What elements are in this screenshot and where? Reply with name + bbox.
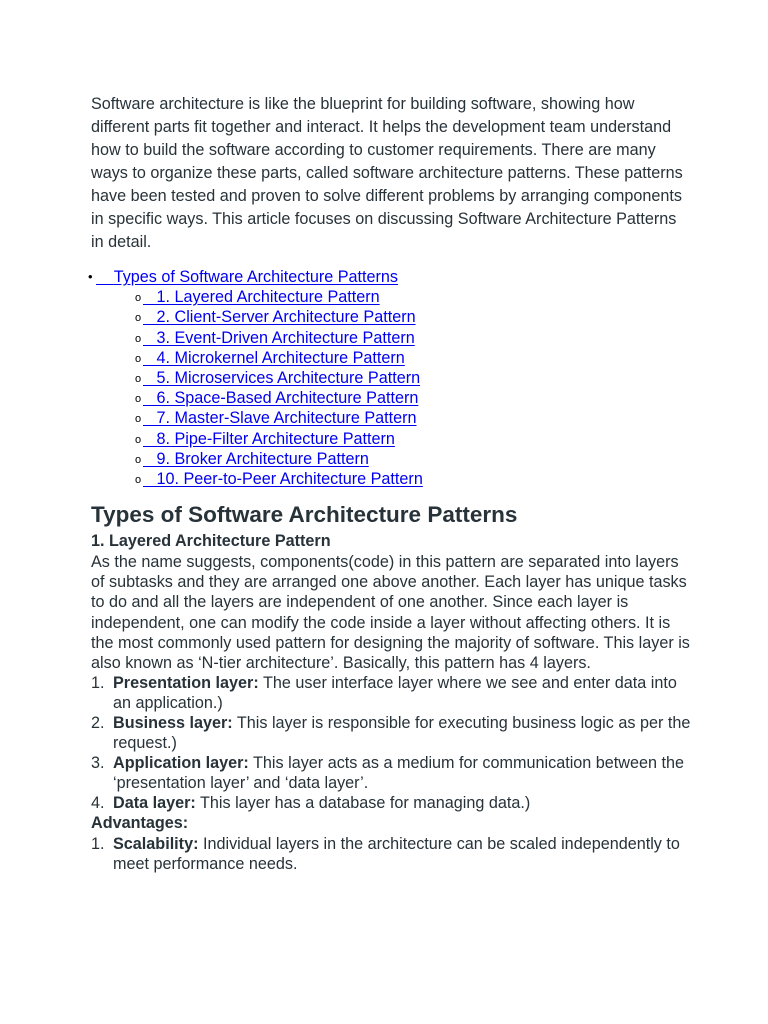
list-item <box>91 713 691 753</box>
toc-link-label: 6. Space-Based Architecture Pattern <box>156 389 419 408</box>
circle-bullet-icon: o <box>135 413 142 426</box>
toc-sublist <box>91 287 691 489</box>
list-number: 2. <box>91 713 105 732</box>
section-heading: Types of Software Architecture Patterns <box>91 502 518 528</box>
toc-link-broker[interactable] <box>143 450 369 468</box>
layer-term: Business layer: <box>113 713 233 732</box>
toc-link-client-server[interactable] <box>143 308 416 326</box>
list-item <box>91 834 691 874</box>
list-item <box>91 793 691 813</box>
circle-bullet-icon: o <box>135 292 142 305</box>
article <box>88 93 691 874</box>
list-number: 3. <box>91 754 105 773</box>
toc-item <box>91 429 691 449</box>
list-item <box>91 673 691 713</box>
toc-link-microservices[interactable] <box>143 369 420 387</box>
subsection-heading: 1. Layered Architecture Pattern <box>91 532 331 551</box>
toc-link-label: 5. Microservices Architecture Pattern <box>156 369 421 388</box>
layered-description: As the name suggests, components(code) in this pattern are separated into layers of subtasks and they are arranged one above another. Each layer has unique tasks to do and all the layers are independent of one another. Since each layer is independent, one can modify the code inside a layer without affecting others. It is the most commonly used pattern for designing the majority of software. This layer is also known as ‘N-tier architecture’. Basically, this pattern has 4 layers. <box>91 553 690 672</box>
toc-link-layered[interactable] <box>143 288 380 306</box>
advantages-heading: Advantages: <box>91 814 189 833</box>
table-of-contents <box>88 267 691 489</box>
toc-item <box>91 449 691 469</box>
list-number: 4. <box>91 794 105 813</box>
list-number: 1. <box>91 834 105 853</box>
layer-description: The user interface layer where we see and enter data into an application.) <box>113 673 677 712</box>
list-item <box>91 753 691 793</box>
toc-item <box>91 328 691 348</box>
layer-term: Application layer: <box>113 754 249 773</box>
circle-bullet-icon: o <box>135 332 142 345</box>
toc-link-label: Types of Software Architecture Patterns <box>113 268 399 286</box>
circle-bullet-icon: o <box>135 312 142 325</box>
toc-item <box>91 388 691 408</box>
toc-item <box>91 307 691 327</box>
toc-link-pipe-filter[interactable] <box>143 430 395 448</box>
toc-link-master-slave[interactable] <box>143 409 417 427</box>
circle-bullet-icon: o <box>135 433 142 446</box>
intro-paragraph: Software architecture is like the blueprint for building software, showing how different parts fit together and interact. It helps the development team understand how to build the software according to customer requirements. There are many ways to organize these parts, called software architecture patterns. These patterns have been tested and proven to solve different problems by arranging components in specific ways. This article focuses on discussing Software Architecture Patterns in detail. <box>91 95 683 251</box>
toc-link-label: 7. Master-Slave Architecture Pattern <box>156 409 417 428</box>
layer-term: Data layer: <box>113 794 196 813</box>
toc-item <box>91 368 691 388</box>
toc-link-types[interactable] <box>91 267 398 287</box>
toc-link-label: 9. Broker Architecture Pattern <box>156 449 369 468</box>
toc-top-item <box>88 267 691 489</box>
toc-item <box>91 469 691 489</box>
toc-link-label: 3. Event-Driven Architecture Pattern <box>156 328 415 347</box>
layer-description: This layer is responsible for executing business logic as per the request.) <box>113 713 691 753</box>
circle-bullet-icon: o <box>135 393 142 406</box>
toc-link-label: 2. Client-Server Architecture Pattern <box>156 308 416 327</box>
layer-description: This layer has a database for managing data.) <box>195 794 531 813</box>
advantage-term: Scalability: <box>113 834 199 853</box>
toc-item <box>91 287 691 307</box>
layers-list <box>91 673 691 814</box>
toc-item <box>91 408 691 428</box>
bullet-icon: • <box>88 269 93 284</box>
advantages-list <box>91 834 691 874</box>
toc-link-label: 4. Microkernel Architecture Pattern <box>156 348 405 367</box>
toc-item <box>91 348 691 368</box>
list-number: 1. <box>91 673 105 692</box>
circle-bullet-icon: o <box>135 453 142 466</box>
toc-link-microkernel[interactable] <box>143 349 405 367</box>
layer-term: Presentation layer: <box>113 673 259 692</box>
toc-link-event-driven[interactable] <box>143 329 415 347</box>
toc-link-label: 10. Peer-to-Peer Architecture Pattern <box>156 470 423 489</box>
toc-link-label: 8. Pipe-Filter Architecture Pattern <box>156 429 395 448</box>
circle-bullet-icon: o <box>135 352 142 365</box>
circle-bullet-icon: o <box>135 474 142 487</box>
toc-link-peer-to-peer[interactable] <box>143 470 423 488</box>
toc-link-space-based[interactable] <box>143 389 418 407</box>
toc-link-label: 1. Layered Architecture Pattern <box>156 288 380 307</box>
circle-bullet-icon: o <box>135 373 142 386</box>
advantage-description: Individual layers in the architecture can be scaled independently to meet performance needs. <box>113 834 680 873</box>
layer-description: This layer acts as a medium for communication between the ‘presentation layer’ and ‘data layer’. <box>113 754 684 793</box>
